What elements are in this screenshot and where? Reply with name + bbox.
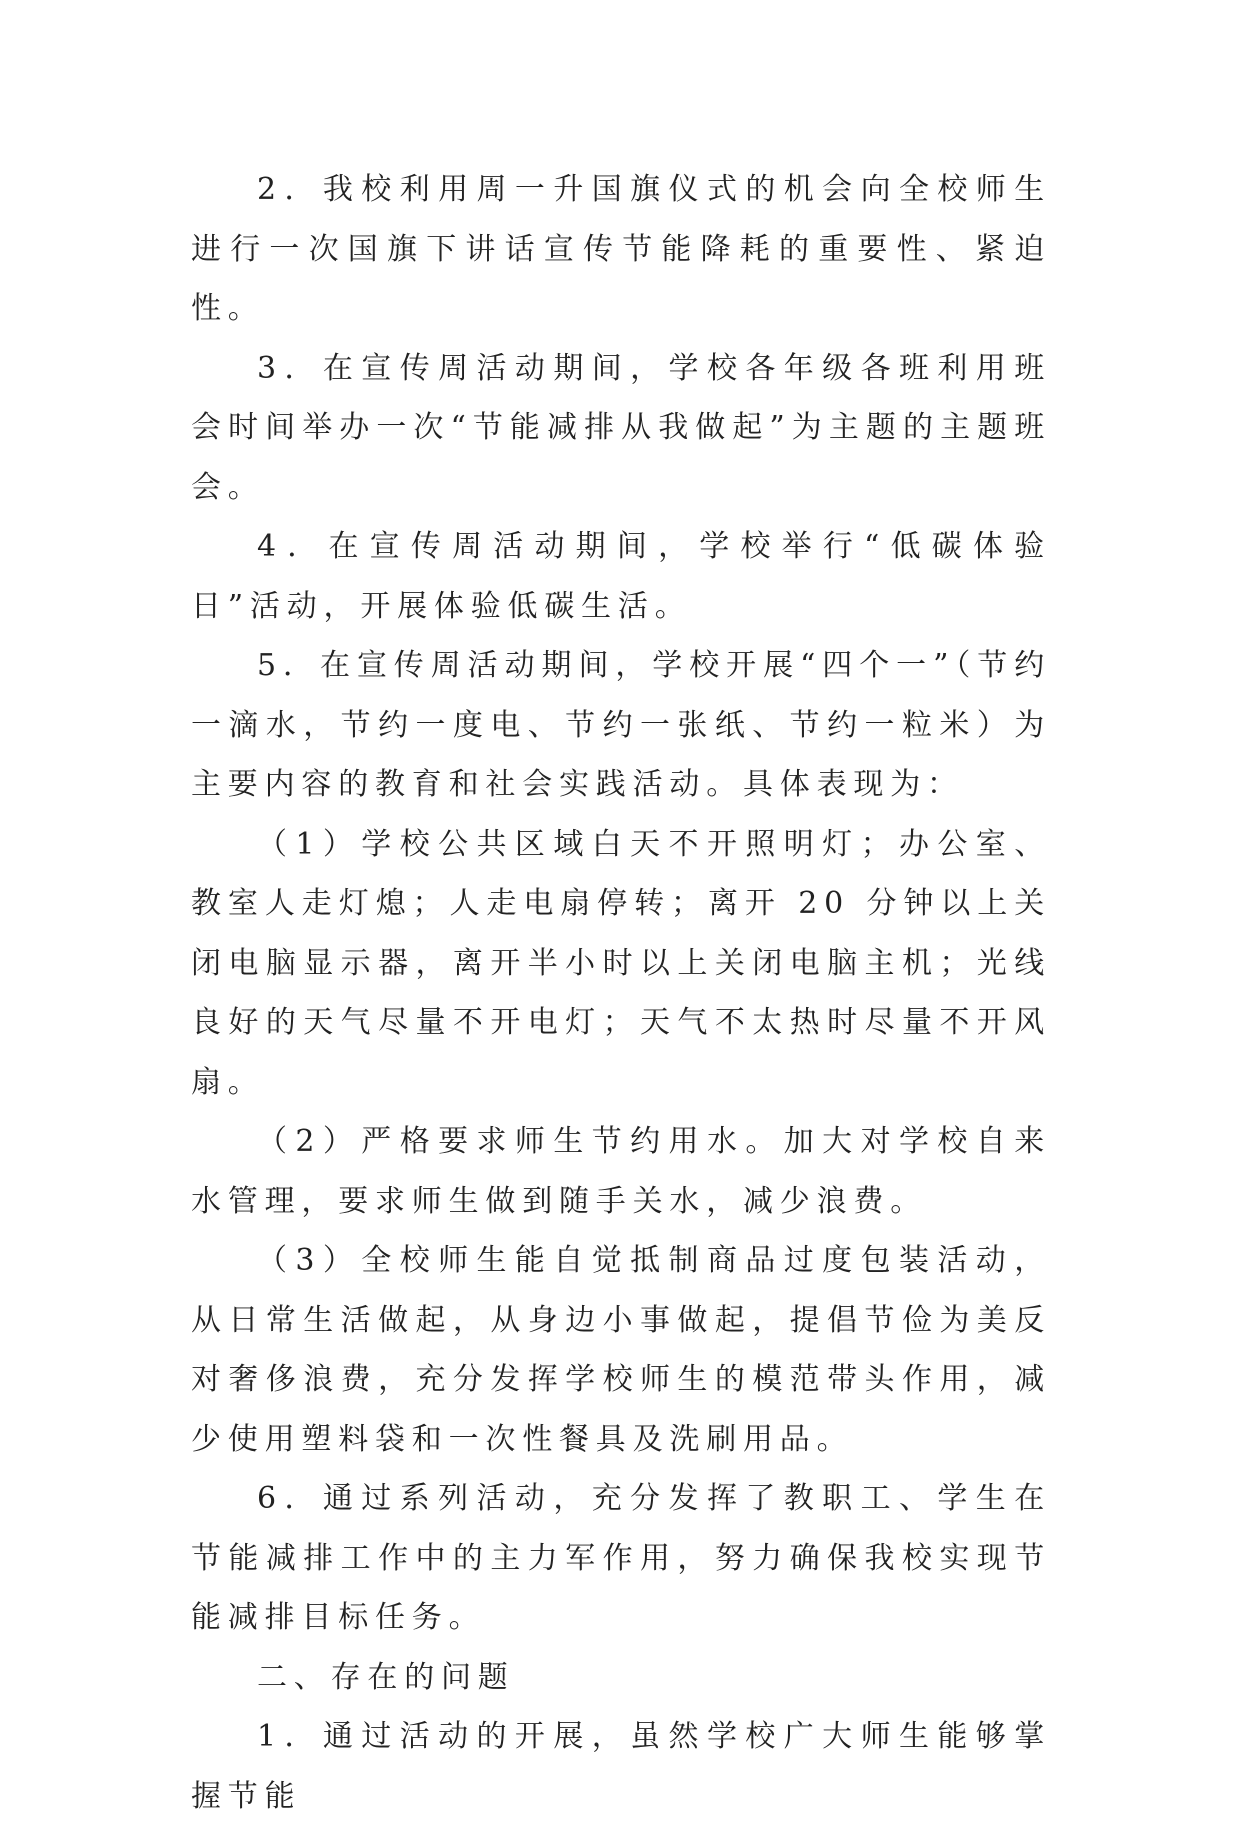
paragraph-item-2: 2．我校利用周一升国旗仪式的机会向全校师生进行一次国旗下讲话宣传节能降耗的重要性、紧迫性。 — [191, 172, 1051, 326]
paragraph-item-3: 3．在宣传周活动期间，学校各年级各班利用班会时间举办一次“节能减排从我做起”为主题的主题班会。 — [191, 350, 1051, 505]
section-heading-problems: 二、存在的问题 — [257, 1659, 515, 1695]
paragraph-item-5: 5．在宣传周活动期间，学校开展“四个一”（节约一滴水，节约一度电、节约一张纸、节约一粒米）为主要内容的教育和社会实践活动。具体表现为： — [191, 648, 1051, 802]
document-body — [191, 160, 1051, 1826]
paragraph-subitem-3: （3）全校师生能自觉抵制商品过度包装活动，从日常生活做起，从身边小事做起，提倡节俭为美反对奢侈浪费，充分发挥学校师生的模范带头作用，减少使用塑料袋和一次性餐具及洗刷用品。 — [191, 1243, 1051, 1457]
paragraph-item-6: 6．通过系列活动，充分发挥了教职工、学生在节能减排工作中的主力军作用，努力确保我校实现节能减排目标任务。 — [191, 1481, 1051, 1635]
paragraph-subitem-1: （1）学校公共区域白天不开照明灯；办公室、教室人走灯熄；人走电扇停转；离开 20 分钟以上关闭电脑显示器，离开半小时以上关闭电脑主机；光线良好的天气尽量不开电灯；天气不太热时尽量不开风扇。 — [191, 826, 1051, 1100]
paragraph-subitem-2: （2）严格要求师生节约用水。加大对学校自来水管理，要求师生做到随手关水，减少浪费。 — [191, 1124, 1051, 1219]
paragraph-item-4: 4．在宣传周活动期间，学校举行“低碳体验日”活动，开展体验低碳生活。 — [191, 529, 1051, 624]
paragraph-problem-1: 1．通过活动的开展，虽然学校广大师生能够掌握节能 — [191, 1719, 1051, 1814]
